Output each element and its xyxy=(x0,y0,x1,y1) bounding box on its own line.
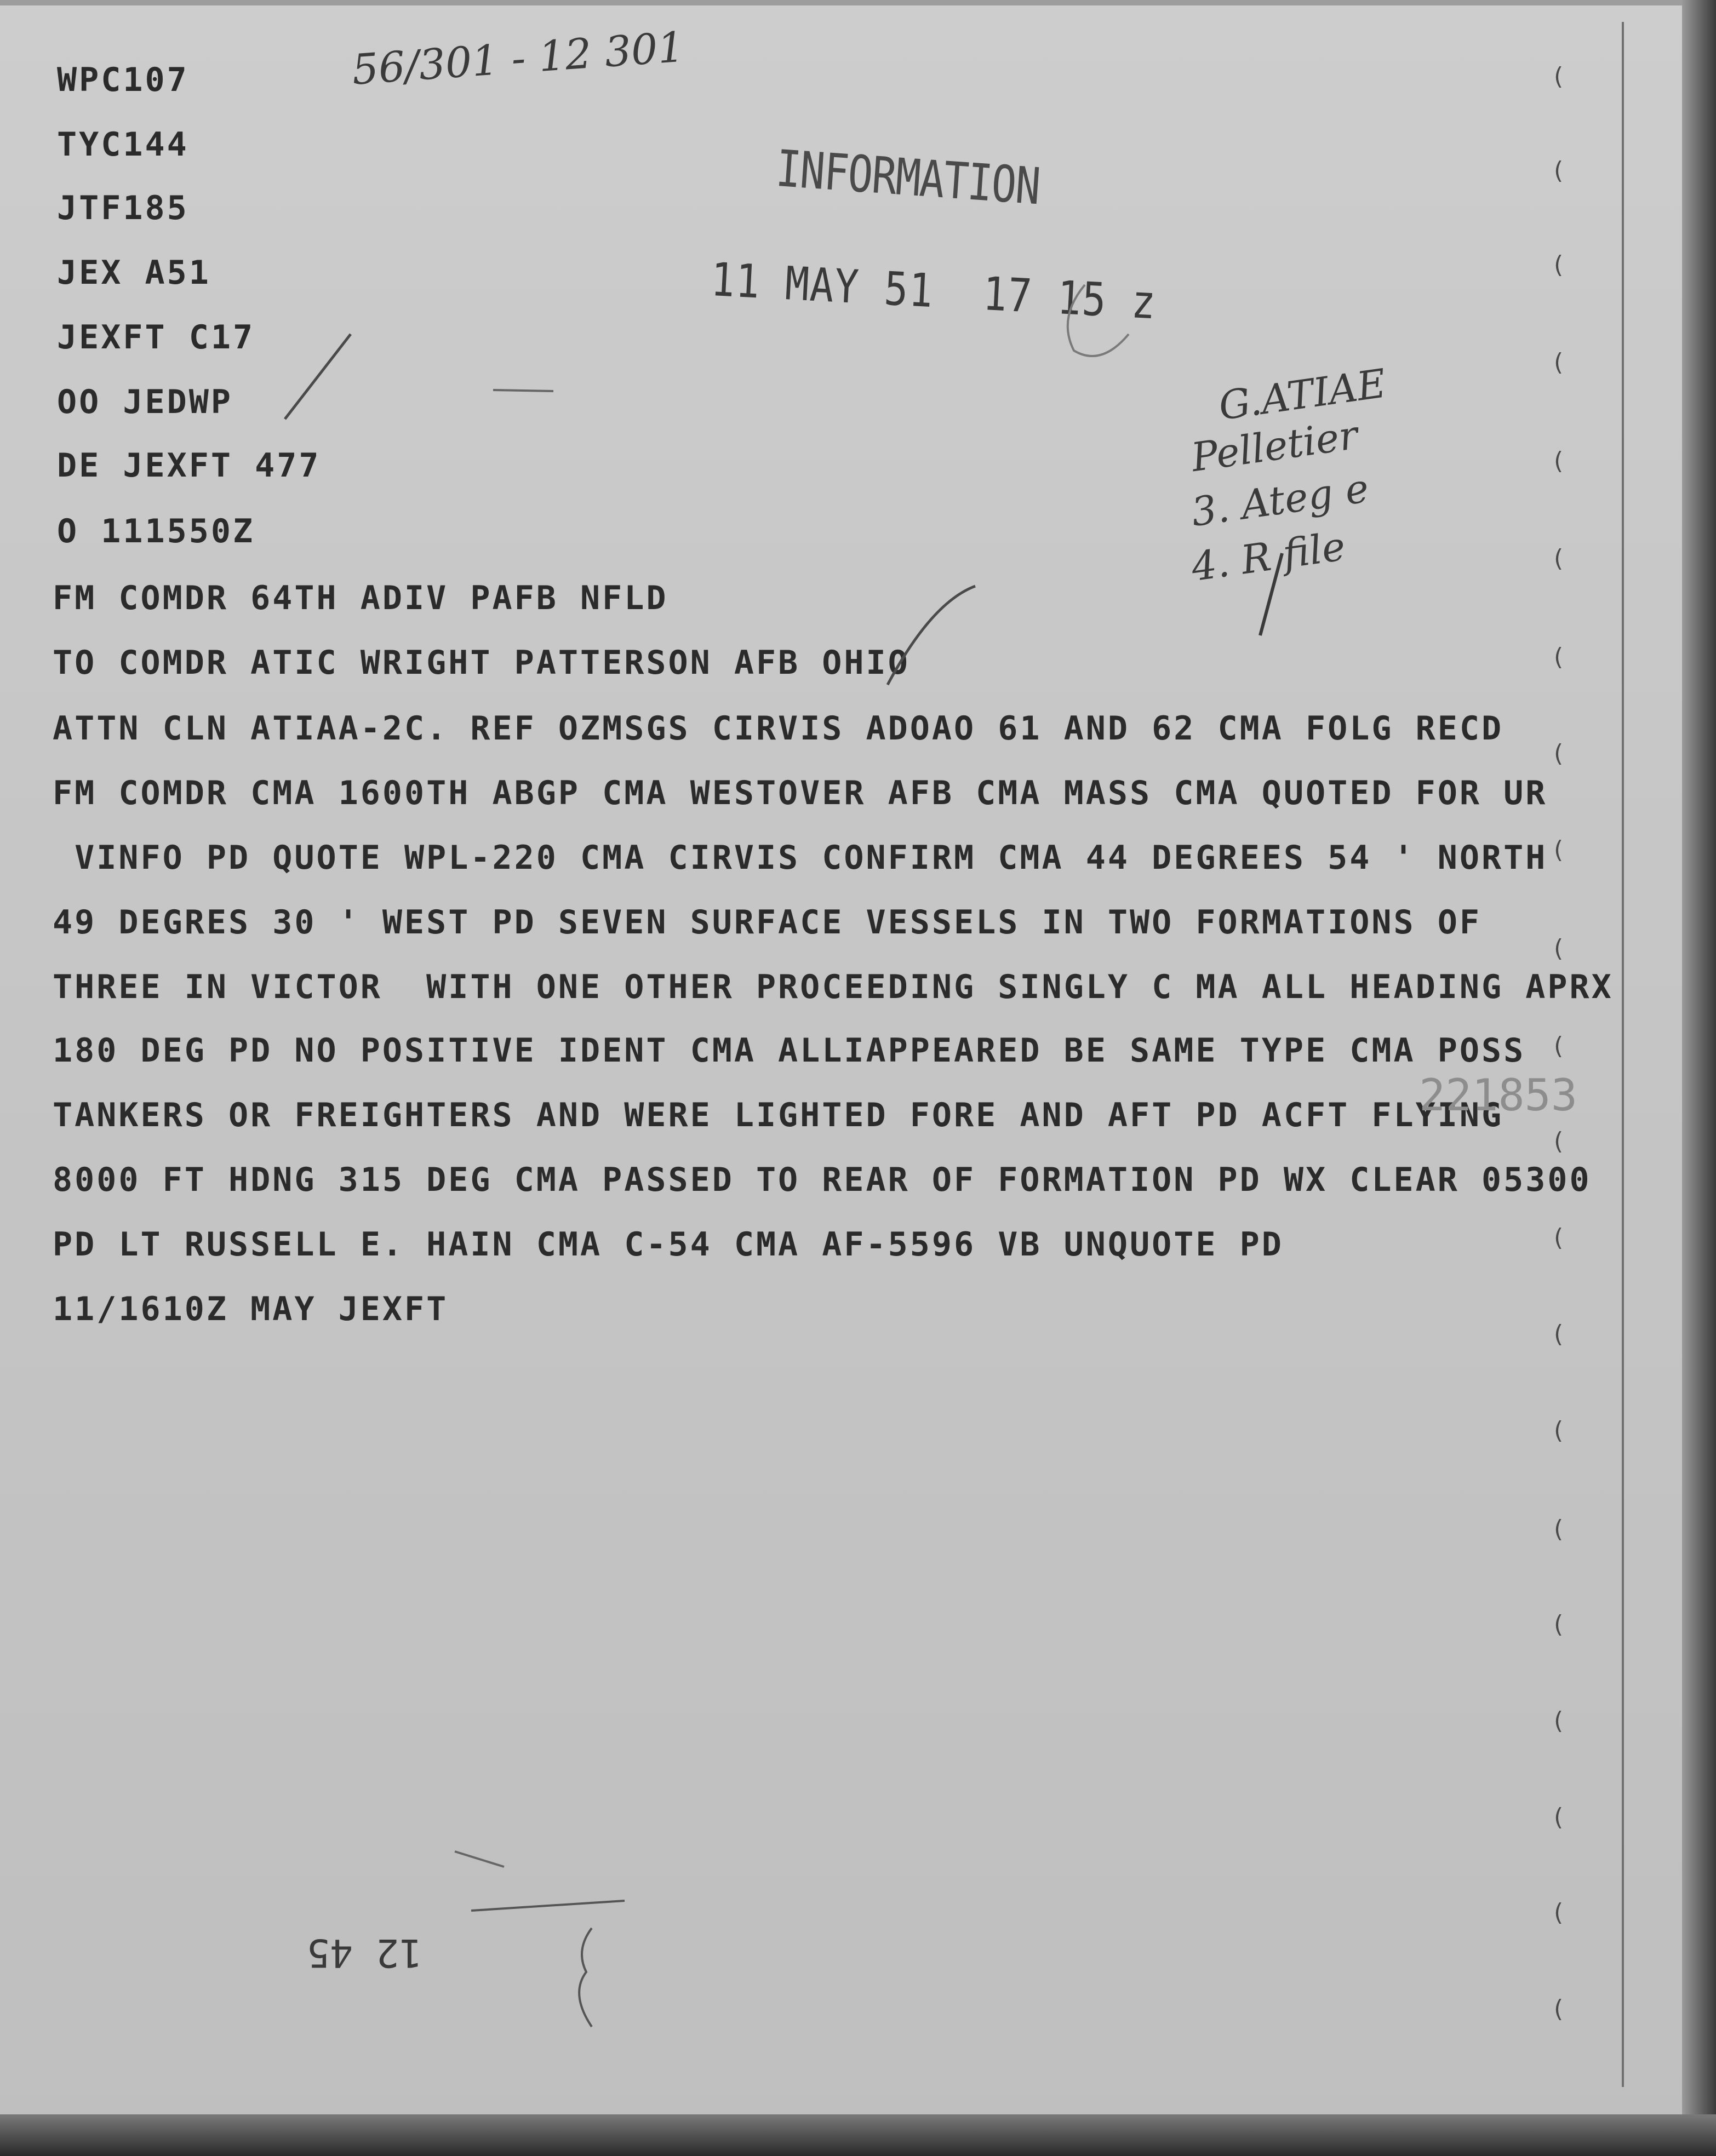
sprocket-hole: ( xyxy=(1554,1127,1564,1155)
sprocket-hole: ( xyxy=(1554,1995,1564,2023)
header-code: JEX A51 xyxy=(57,254,211,292)
message-line: 11/1610Z MAY JEXFT xyxy=(53,1290,449,1328)
sprocket-hole: ( xyxy=(1554,1707,1564,1735)
sprocket-hole: ( xyxy=(1554,251,1564,279)
pen-stroke xyxy=(493,390,553,391)
sprocket-hole: ( xyxy=(1554,62,1564,90)
pen-stroke xyxy=(471,1901,625,1911)
message-line: FM COMDR CMA 1600TH ABGP CMA WESTOVER AFB CMA MASS CMA QUOTED FOR UR xyxy=(53,774,1548,812)
sprocket-hole: ( xyxy=(1554,1224,1564,1252)
sprocket-hole: ( xyxy=(1554,1899,1564,1926)
routing-note: 4. R file xyxy=(1188,523,1348,590)
message-line: TO COMDR ATIC WRIGHT PATTERSON AFB OHIO xyxy=(53,644,910,682)
sprocket-hole: ( xyxy=(1554,1320,1564,1348)
sprocket-hole: ( xyxy=(1554,447,1564,475)
bottom-inverted-stamp: 12 45 xyxy=(307,1930,422,1975)
pen-stroke xyxy=(579,1928,592,2027)
message-line: ATTN CLN ATIAA-2C. REF OZMSGS CIRVIS ADOAO 61 AND 62 CMA FOLG RECD xyxy=(53,709,1504,748)
message-line: VINFO PD QUOTE WPL-220 CMA CIRVIS CONFIRM CMA 44 DEGREES 54 ' NORTH xyxy=(53,839,1548,877)
header-code: DE JEXFT 477 xyxy=(57,446,321,485)
sprocket-hole: ( xyxy=(1554,739,1564,767)
information-stamp: INFORMATION xyxy=(774,139,1042,216)
sprocket-hole: ( xyxy=(1554,643,1564,671)
header-code: O 111550Z xyxy=(57,512,255,551)
sprocket-hole: ( xyxy=(1554,1032,1564,1060)
header-code: TYC144 xyxy=(57,125,189,164)
routing-note: G.ATIAE xyxy=(1216,360,1389,429)
sprocket-hole: ( xyxy=(1554,836,1564,864)
header-code: WPC107 xyxy=(57,61,189,99)
header-code: JTF185 xyxy=(57,189,189,227)
pen-stroke xyxy=(1260,553,1282,635)
message-line: TANKERS OR FREIGHTERS AND WERE LIGHTED FORE AND AFT PD ACFT FLYING xyxy=(53,1096,1504,1134)
pen-stroke xyxy=(888,586,975,685)
message-line: 49 DEGRES 30 ' WEST PD SEVEN SURFACE VESSELS IN TWO FORMATIONS OF xyxy=(53,903,1482,942)
sprocket-hole: ( xyxy=(1554,1610,1564,1638)
sprocket-hole: ( xyxy=(1554,544,1564,572)
routing-note: 3. Ateg e xyxy=(1188,465,1372,536)
faint-side-number: 221853 xyxy=(1419,1070,1577,1121)
date-time-stamp: 11 MAY 51 17 15 z xyxy=(710,253,1158,330)
sprocket-hole: ( xyxy=(1554,157,1564,185)
header-code: OO JEDWP xyxy=(57,383,233,421)
sprocket-hole: ( xyxy=(1554,934,1564,962)
sprocket-hole: ( xyxy=(1554,1803,1564,1831)
message-line: 8000 FT HDNG 315 DEG CMA PASSED TO REAR OF FORMATION PD WX CLEAR 05300 xyxy=(53,1161,1592,1199)
sprocket-hole: ( xyxy=(1554,348,1564,376)
message-line: 180 DEG PD NO POSITIVE IDENT CMA ALLIAPPEARED BE SAME TYPE CMA POSS xyxy=(53,1031,1526,1070)
header-code: JEXFT C17 xyxy=(57,318,255,357)
message-line: PD LT RUSSELL E. HAIN CMA C-54 CMA AF-5596 VB UNQUOTE PD xyxy=(53,1225,1284,1264)
message-line: FM COMDR 64TH ADIV PAFB NFLD xyxy=(53,579,668,617)
message-line: THREE IN VICTOR WITH ONE OTHER PROCEEDING SINGLY C MA ALL HEADING APRX xyxy=(53,968,1614,1006)
pen-stroke xyxy=(455,1851,504,1867)
top-handwritten-reference: 56/301 - 12 301 xyxy=(350,22,686,94)
pen-stroke xyxy=(285,334,351,419)
sprocket-hole: ( xyxy=(1554,1515,1564,1543)
pen-stroke xyxy=(1068,285,1129,356)
routing-note: Pelletier xyxy=(1188,411,1361,481)
sprocket-hole: ( xyxy=(1554,1417,1564,1444)
